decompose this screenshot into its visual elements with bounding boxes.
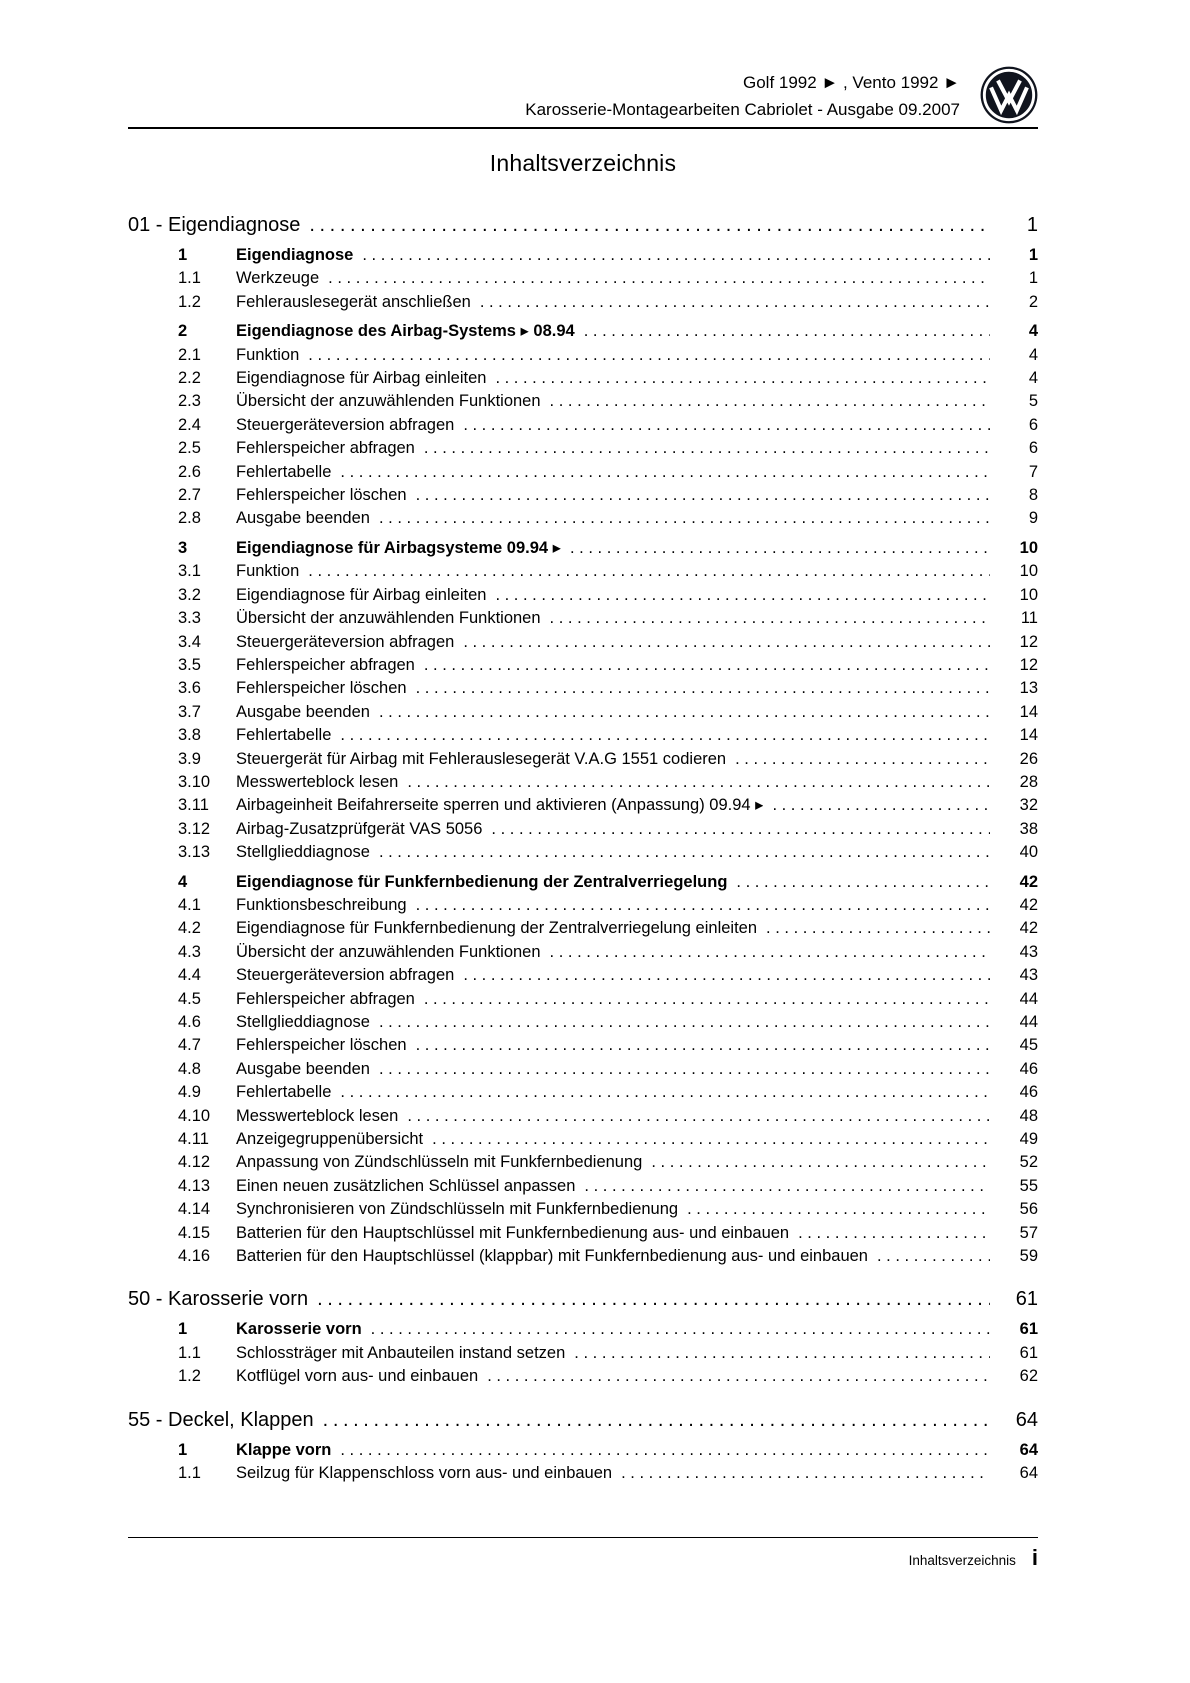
entry-title: Schlossträger mit Anbauteilen instand setzen xyxy=(236,1343,566,1362)
entry-page-number: 64 xyxy=(1019,1440,1038,1459)
entry-page-number: 57 xyxy=(1019,1223,1038,1242)
toc-entry-row xyxy=(128,1058,1038,1081)
dot-leader xyxy=(340,1439,990,1462)
dot-leader xyxy=(379,701,990,724)
page-title: Inhaltsverzeichnis xyxy=(489,150,677,176)
entry-page-number: 10 xyxy=(1019,585,1038,604)
dot-leader xyxy=(432,1128,990,1151)
toc-entry-row xyxy=(128,724,1038,747)
entry-title: Messwerteblock lesen xyxy=(236,772,399,791)
entry-page-number: 42 xyxy=(1019,919,1038,938)
entry-title: Ausgabe beenden xyxy=(236,702,370,721)
volkswagen-logo-icon xyxy=(980,66,1038,124)
entry-page-number: 8 xyxy=(1028,486,1038,505)
dot-leader xyxy=(495,584,990,607)
dot-leader xyxy=(309,213,990,238)
dot-leader xyxy=(416,894,990,917)
dot-leader xyxy=(487,1365,990,1388)
toc-entry-row xyxy=(128,560,1038,583)
entry-title: Übersicht der anzuwählenden Funktionen xyxy=(236,609,541,628)
entry-page-number: 56 xyxy=(1019,1200,1038,1219)
entry-page-number: 49 xyxy=(1019,1130,1038,1149)
entry-title: Einen neuen zusätzlichen Schlüssel anpassen xyxy=(236,1176,576,1195)
dot-leader xyxy=(491,818,990,841)
dot-leader xyxy=(317,1287,990,1312)
entry-page-number: 62 xyxy=(1019,1367,1038,1386)
entry-title: Fehlerspeicher abfragen xyxy=(236,655,415,674)
dot-leader xyxy=(550,941,990,964)
entry-number: 3.1 xyxy=(178,562,201,581)
entry-number: 3.9 xyxy=(178,749,201,768)
entry-page-number: 43 xyxy=(1019,942,1038,961)
entry-number: 3.5 xyxy=(178,655,201,674)
toc-entry-row xyxy=(128,701,1038,724)
footer-page-number: i xyxy=(1031,1545,1038,1570)
toc-section xyxy=(128,1287,1038,1388)
dot-leader xyxy=(340,461,990,484)
entry-title: Stellglieddiagnose xyxy=(236,843,370,862)
entry-number: 3.4 xyxy=(178,632,201,651)
entry-number: 1.2 xyxy=(178,1367,201,1386)
dot-leader xyxy=(798,1222,990,1245)
dot-leader xyxy=(463,414,990,437)
entry-title: Ausgabe beenden xyxy=(236,1059,370,1078)
toc-section xyxy=(128,1408,1038,1486)
entry-number: 2.2 xyxy=(178,369,201,388)
entry-page-number: 32 xyxy=(1019,796,1038,815)
entry-number: 4.10 xyxy=(178,1106,211,1125)
entry-number: 1.1 xyxy=(178,269,201,288)
toc-entry-row xyxy=(128,871,1038,894)
dot-leader xyxy=(379,1011,990,1034)
entry-page-number: 6 xyxy=(1028,439,1038,458)
chapter-page-number: 64 xyxy=(1015,1408,1038,1431)
entry-title: Eigendiagnose xyxy=(236,246,354,264)
toc-entry-row xyxy=(128,1175,1038,1198)
entry-page-number: 11 xyxy=(1020,609,1038,628)
entry-title: Synchronisieren von Zündschlüsseln mit Funkfernbedienung xyxy=(236,1200,679,1219)
entry-number: 4.5 xyxy=(178,989,201,1008)
entry-page-number: 12 xyxy=(1019,655,1038,674)
toc-entry-row xyxy=(128,941,1038,964)
entry-page-number: 2 xyxy=(1028,292,1038,311)
toc-entry-row xyxy=(128,1151,1038,1174)
entry-number: 3.8 xyxy=(178,726,201,745)
toc-entry-row xyxy=(128,507,1038,530)
entry-title: Steuergeräteversion abfragen xyxy=(236,966,455,985)
entry-number: 4.3 xyxy=(178,942,201,961)
toc-entry-row xyxy=(128,584,1038,607)
entry-title: Steuergerät für Airbag mit Fehlerauslesegerät V.A.G 1551 codieren xyxy=(236,749,727,768)
header-text xyxy=(525,69,960,123)
toc-entry-row xyxy=(128,320,1038,343)
dot-leader xyxy=(407,771,990,794)
toc-entry-row xyxy=(128,1128,1038,1151)
entry-number: 3.11 xyxy=(178,796,209,815)
toc-entry-row xyxy=(128,771,1038,794)
entry-page-number: 43 xyxy=(1019,966,1038,985)
toc-entry-row xyxy=(128,267,1038,290)
chapter-title: 50 - Karosserie vorn xyxy=(128,1288,309,1311)
entry-page-number: 4 xyxy=(1028,345,1038,364)
entry-title: Anpassung von Zündschlüsseln mit Funkfernbedienung xyxy=(236,1153,643,1172)
entry-title: Werkzeuge xyxy=(236,269,320,288)
entry-title: Batterien für den Hauptschlüssel mit Funkfernbedienung aus- und einbauen xyxy=(236,1223,790,1242)
toc-entry-row xyxy=(128,291,1038,314)
entry-title: Airbageinheit Beifahrerseite sperren und aktivieren (Anpassung) 09.94 ▸ xyxy=(236,796,764,815)
entry-title: Klappe vorn xyxy=(236,1440,332,1459)
entry-page-number: 5 xyxy=(1028,392,1038,411)
entry-number: 1.1 xyxy=(178,1343,201,1362)
entry-number: 4.15 xyxy=(178,1223,211,1242)
toc-entry-row xyxy=(128,1222,1038,1245)
entry-page-number: 4 xyxy=(1028,369,1038,388)
entry-number: 2 xyxy=(178,322,188,341)
header-divider xyxy=(128,127,1038,129)
dot-leader xyxy=(340,724,990,747)
dot-leader xyxy=(323,1408,990,1433)
entry-number: 3.10 xyxy=(178,772,211,791)
entry-title: Fehlerspeicher abfragen xyxy=(236,439,415,458)
chapter-title: 55 - Deckel, Klappen xyxy=(128,1408,314,1431)
dot-leader xyxy=(495,367,990,390)
dot-leader xyxy=(584,320,990,343)
dot-leader xyxy=(308,560,990,583)
dot-leader xyxy=(362,244,990,267)
entry-page-number: 38 xyxy=(1019,819,1038,838)
entry-title: Airbag-Zusatzprüfgerät VAS 5056 xyxy=(236,819,483,838)
toc-section xyxy=(128,213,1038,1268)
toc-entry-row xyxy=(128,631,1038,654)
entry-number: 4.2 xyxy=(178,919,201,938)
entry-title: Übersicht der anzuwählenden Funktionen xyxy=(236,392,541,411)
dot-leader xyxy=(328,267,990,290)
entry-page-number: 42 xyxy=(1019,872,1038,891)
dot-leader xyxy=(584,1175,990,1198)
entry-title: Eigendiagnose für Airbag einleiten xyxy=(236,369,487,388)
entry-page-number: 6 xyxy=(1028,415,1038,434)
entry-title: Ausgabe beenden xyxy=(236,509,370,528)
entry-title: Fehlertabelle xyxy=(236,1083,332,1102)
entry-title: Seilzug für Klappenschloss vorn aus- und einbauen xyxy=(236,1464,613,1483)
dot-leader xyxy=(570,537,990,560)
entry-page-number: 61 xyxy=(1019,1320,1038,1339)
toc-entry-row xyxy=(128,654,1038,677)
header-subtitle-line: Karosserie-Montagearbeiten Cabriolet - Ausgabe 09.2007 xyxy=(525,100,960,119)
dot-leader xyxy=(463,631,990,654)
entry-number: 3.3 xyxy=(178,609,201,628)
entry-title: Eigendiagnose für Funkfernbedienung der Zentralverriegelung einleiten xyxy=(236,919,758,938)
entry-page-number: 55 xyxy=(1019,1176,1038,1195)
toc-chapter-row xyxy=(128,1408,1038,1433)
dot-leader xyxy=(416,1034,990,1057)
entry-title: Funktionsbeschreibung xyxy=(236,895,407,914)
entry-title: Eigendiagnose des Airbag-Systems ▸ 08.94 xyxy=(236,322,575,341)
dot-leader xyxy=(424,654,990,677)
dot-leader xyxy=(766,917,990,940)
entry-number: 3.7 xyxy=(178,702,201,721)
entry-title: Anzeigegruppenübersicht xyxy=(236,1130,424,1149)
entry-page-number: 46 xyxy=(1019,1059,1038,1078)
dot-leader xyxy=(424,437,990,460)
entry-page-number: 13 xyxy=(1019,679,1038,698)
dot-leader xyxy=(550,390,990,413)
dot-leader xyxy=(621,1462,990,1485)
entry-title: Fehlertabelle xyxy=(236,726,332,745)
dot-leader xyxy=(371,1318,990,1341)
toc-entry-row xyxy=(128,818,1038,841)
toc-entry-row xyxy=(128,537,1038,560)
toc-entry-row xyxy=(128,484,1038,507)
entry-page-number: 10 xyxy=(1019,562,1038,581)
toc-entry-row xyxy=(128,917,1038,940)
entry-number: 2.7 xyxy=(178,486,201,505)
toc-entry-row xyxy=(128,1105,1038,1128)
entry-title: Karosserie vorn xyxy=(236,1320,362,1339)
entry-title: Fehlerspeicher löschen xyxy=(236,1036,407,1055)
toc-entry-row xyxy=(128,1245,1038,1268)
dot-leader xyxy=(877,1245,990,1268)
entry-page-number: 7 xyxy=(1028,462,1038,481)
entry-number: 2.3 xyxy=(178,392,201,411)
dot-leader xyxy=(463,964,990,987)
entry-number: 1 xyxy=(178,246,188,264)
entry-number: 2.5 xyxy=(178,439,201,458)
entry-title: Funktion xyxy=(236,345,300,364)
entry-title: Eigendiagnose für Airbagsysteme 09.94 ▸ xyxy=(236,538,561,557)
entry-page-number: 44 xyxy=(1019,989,1038,1008)
entry-number: 4.7 xyxy=(178,1036,201,1055)
toc-entry-row xyxy=(128,414,1038,437)
entry-number: 4.9 xyxy=(178,1083,201,1102)
entry-title: Eigendiagnose für Funkfernbedienung der Zentralverriegelung xyxy=(236,872,728,891)
entry-page-number: 10 xyxy=(1019,538,1038,557)
entry-page-number: 61 xyxy=(1019,1343,1038,1362)
toc-entry-row xyxy=(128,748,1038,771)
entry-page-number: 28 xyxy=(1019,772,1038,791)
entry-page-number: 40 xyxy=(1019,843,1038,862)
entry-number: 4.12 xyxy=(178,1153,211,1172)
toc-entry-row xyxy=(128,677,1038,700)
entry-number: 4.14 xyxy=(178,1200,211,1219)
dot-leader xyxy=(424,988,990,1011)
entry-number: 4.1 xyxy=(178,895,201,914)
entry-title: Fehlerauslesegerät anschließen xyxy=(236,292,471,311)
toc-entry-row xyxy=(128,794,1038,817)
entry-page-number: 59 xyxy=(1019,1247,1038,1266)
entry-page-number: 42 xyxy=(1019,895,1038,914)
entry-number: 4 xyxy=(178,872,188,891)
entry-page-number: 64 xyxy=(1019,1464,1038,1483)
toc-entry-row xyxy=(128,1318,1038,1341)
header-model-line: Golf 1992 ► , Vento 1992 ► xyxy=(742,73,960,92)
entry-number: 3.6 xyxy=(178,679,201,698)
entry-number: 1 xyxy=(178,1440,188,1459)
dot-leader xyxy=(308,344,990,367)
entry-page-number: 12 xyxy=(1019,632,1038,651)
entry-number: 2.4 xyxy=(178,415,201,434)
entry-page-number: 45 xyxy=(1019,1036,1038,1055)
toc-chapter-row xyxy=(128,1287,1038,1312)
toc-entry-row xyxy=(128,437,1038,460)
toc-entry-row xyxy=(128,1462,1038,1485)
entry-page-number: 14 xyxy=(1019,726,1038,745)
chapter-page-number: 1 xyxy=(1026,214,1038,236)
toc-entry-row xyxy=(128,1034,1038,1057)
dot-leader xyxy=(416,677,990,700)
footer-label: Inhaltsverzeichnis xyxy=(908,1553,1016,1568)
entry-title: Übersicht der anzuwählenden Funktionen xyxy=(236,942,541,961)
entry-page-number: 52 xyxy=(1019,1153,1038,1172)
toc-entry-row xyxy=(128,964,1038,987)
entry-number: 4.13 xyxy=(178,1176,211,1195)
toc-entry-row xyxy=(128,841,1038,864)
toc-entry-row xyxy=(128,1198,1038,1221)
entry-page-number: 46 xyxy=(1019,1083,1038,1102)
dot-leader xyxy=(772,794,990,817)
toc-entry-row xyxy=(128,1081,1038,1104)
dot-leader xyxy=(735,748,990,771)
entry-title: Eigendiagnose für Airbag einleiten xyxy=(236,585,487,604)
entry-title: Fehlerspeicher abfragen xyxy=(236,989,415,1008)
dot-leader xyxy=(407,1105,990,1128)
entry-page-number: 14 xyxy=(1019,702,1038,721)
dot-leader xyxy=(574,1342,990,1365)
entry-page-number: 44 xyxy=(1019,1013,1038,1031)
entry-title: Batterien für den Hauptschlüssel (klappbar) mit Funkfernbedienung aus- und einbauen xyxy=(236,1247,868,1266)
entry-page-number: 4 xyxy=(1028,322,1038,341)
entry-title: Fehlertabelle xyxy=(236,462,332,481)
toc-entry-row xyxy=(128,244,1038,267)
toc-entry-row xyxy=(128,1342,1038,1365)
chapter-title: 01 - Eigendiagnose xyxy=(128,214,301,236)
entry-title: Funktion xyxy=(236,562,300,581)
dot-leader xyxy=(340,1081,990,1104)
entry-title: Fehlerspeicher löschen xyxy=(236,679,407,698)
toc-entry-row xyxy=(128,344,1038,367)
entry-title: Kotflügel vorn aus- und einbauen xyxy=(236,1367,479,1386)
entry-number: 4.6 xyxy=(178,1013,201,1031)
entry-number: 1.2 xyxy=(178,292,201,311)
dot-leader xyxy=(416,484,990,507)
entry-number: 2.8 xyxy=(178,509,201,528)
entry-page-number: 9 xyxy=(1028,509,1038,528)
entry-number: 3.13 xyxy=(178,843,211,862)
toc-entry-row xyxy=(128,607,1038,630)
entry-number: 4.16 xyxy=(178,1247,211,1266)
entry-page-number: 48 xyxy=(1019,1106,1038,1125)
toc-entry-row xyxy=(128,894,1038,917)
entry-page-number: 1 xyxy=(1028,269,1038,288)
toc-entry-row xyxy=(128,1011,1038,1034)
entry-number: 4.4 xyxy=(178,966,201,985)
dot-leader xyxy=(379,1058,990,1081)
entry-number: 4.11 xyxy=(178,1130,209,1149)
entry-number: 3.2 xyxy=(178,585,201,604)
entry-title: Steuergeräteversion abfragen xyxy=(236,632,455,651)
toc-entry-row xyxy=(128,988,1038,1011)
dot-leader xyxy=(379,841,990,864)
toc xyxy=(128,213,1038,1486)
toc-entry-row xyxy=(128,367,1038,390)
entry-number: 2.6 xyxy=(178,462,201,481)
entry-number: 3 xyxy=(178,538,188,557)
entry-number: 4.8 xyxy=(178,1059,201,1078)
dot-leader xyxy=(550,607,990,630)
entry-title: Fehlerspeicher löschen xyxy=(236,486,407,505)
toc-entry-row xyxy=(128,1439,1038,1462)
dot-leader xyxy=(379,507,990,530)
entry-number: 1.1 xyxy=(178,1464,201,1483)
dot-leader xyxy=(687,1198,990,1221)
dot-leader xyxy=(736,871,990,894)
entry-page-number: 26 xyxy=(1019,749,1038,768)
entry-number: 1 xyxy=(178,1320,188,1339)
entry-title: Messwerteblock lesen xyxy=(236,1106,399,1125)
toc-entry-row xyxy=(128,390,1038,413)
entry-page-number: 1 xyxy=(1028,246,1038,264)
entry-title: Steuergeräteversion abfragen xyxy=(236,415,455,434)
entry-number: 3.12 xyxy=(178,819,211,838)
chapter-page-number: 61 xyxy=(1015,1288,1038,1311)
dot-leader xyxy=(480,291,990,314)
toc-entry-row xyxy=(128,1365,1038,1388)
page-header xyxy=(128,66,1038,129)
toc-chapter-row xyxy=(128,213,1038,238)
entry-title: Stellglieddiagnose xyxy=(236,1013,370,1031)
entry-number: 2.1 xyxy=(178,345,201,364)
dot-leader xyxy=(651,1151,990,1174)
page-footer xyxy=(128,1537,1038,1571)
toc-entry-row xyxy=(128,461,1038,484)
